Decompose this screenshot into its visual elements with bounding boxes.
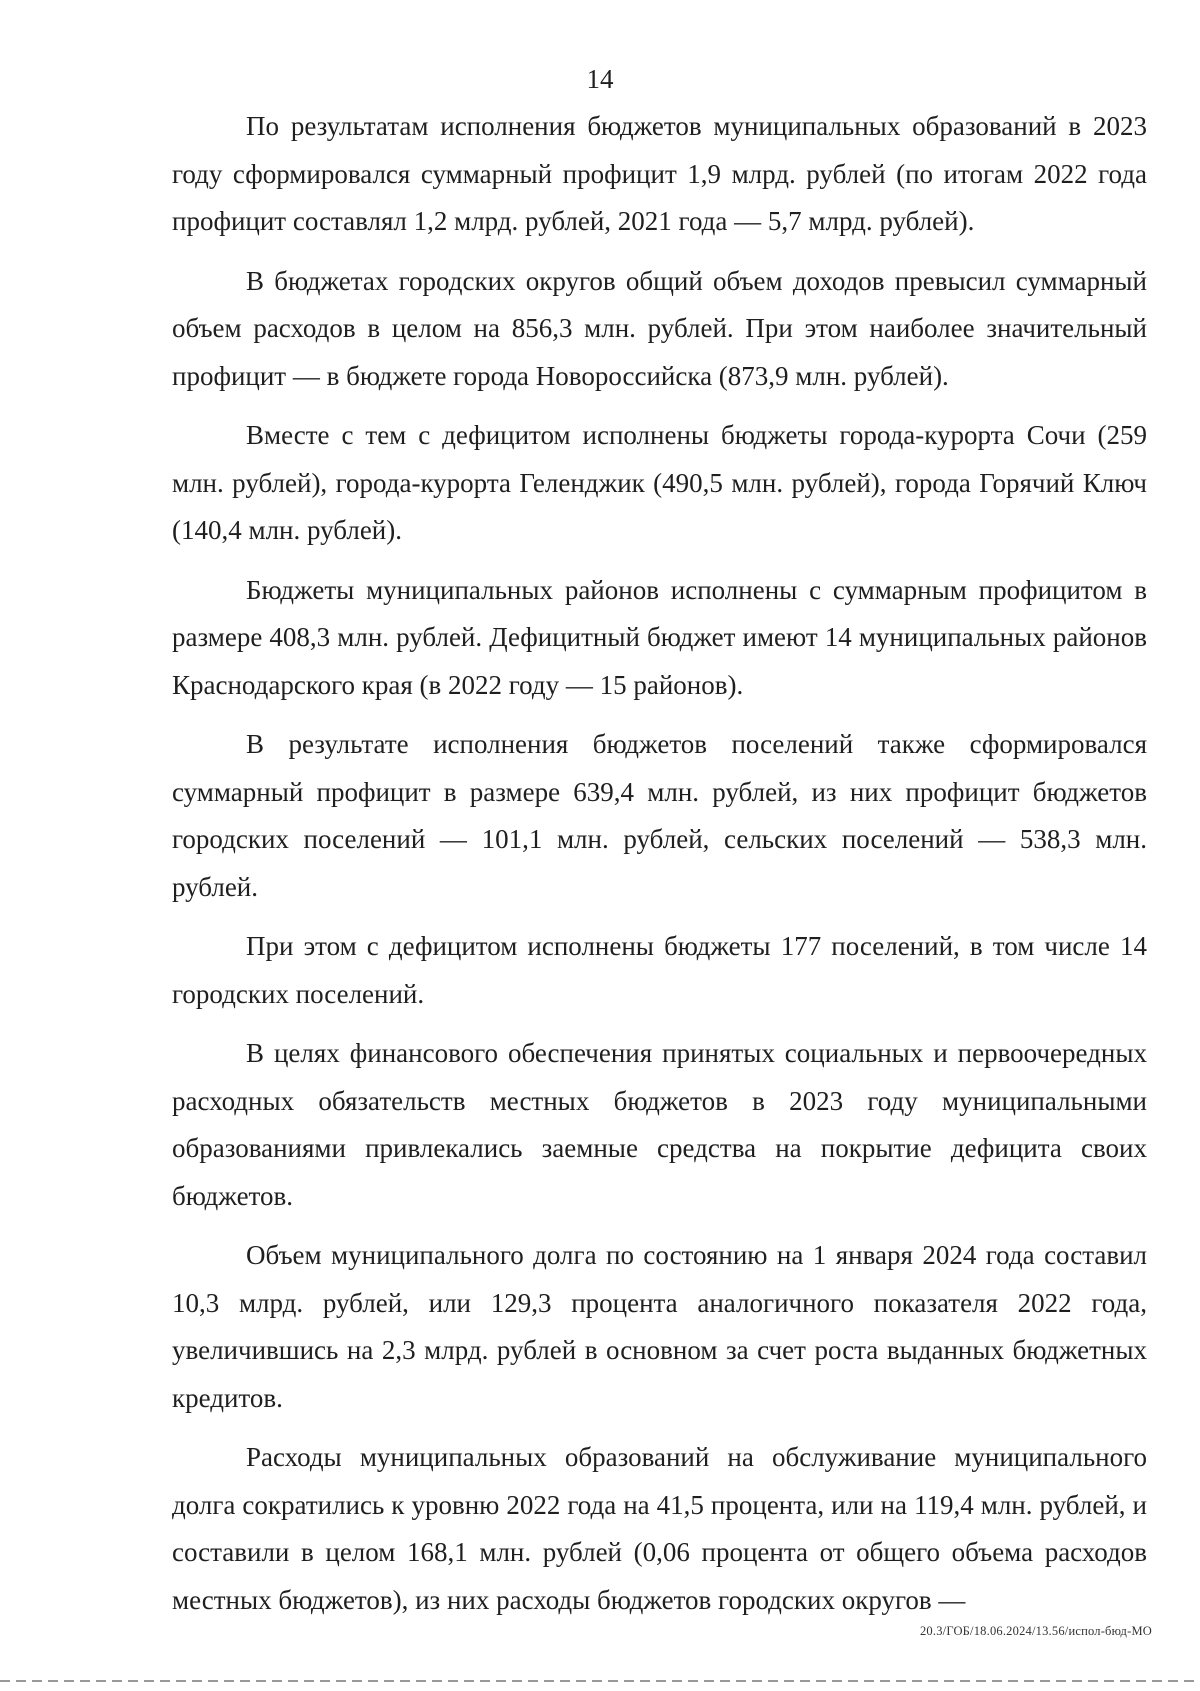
paragraph-settlements-surplus: В результате исполнения бюджетов поселений также сформировался суммарный профицит в размере 639,4 млн. рублей, из них профицит бюджетов городских поселений — 101,1 млн. рублей, сельских поселений — 538,3 млн. рублей. bbox=[172, 729, 1147, 902]
page-number: 14 bbox=[586, 64, 614, 94]
paragraph-settlements-deficit: При этом с дефицитом исполнены бюджеты 177 поселений, в том числе 14 городских поселений. bbox=[172, 931, 1147, 1009]
paragraph-city-districts: В бюджетах городских округов общий объем доходов превысил суммарный объем расходов в целом на 856,3 млн. рублей. При этом наиболее значительный профицит — в бюджете города Новороссийска (873,9 млн. рублей). bbox=[172, 265, 1147, 391]
document-footer-code: 20.3/ГОБ/18.06.2024/13.56/испол-бюд-МО bbox=[919, 1624, 1152, 1638]
paragraph-deficit-cities: Вместе с тем с дефицитом исполнены бюджеты города-курорта Сочи (259 млн. рублей), города-курорта Геленджик (490,5 млн. рублей), города Горячий Ключ (140,4 млн. рублей). bbox=[172, 420, 1147, 545]
scan-bottom-edge bbox=[0, 1680, 1200, 1682]
paragraph-borrowed-funds: В целях финансового обеспечения принятых социальных и первоочередных расходных обязательств местных бюджетов в 2023 году муниципальными образованиями привлекались заемные средства на покрытие дефицита своих бюджетов. bbox=[172, 1038, 1147, 1211]
paragraph-debt-service: Расходы муниципальных образований на обслуживание муниципального долга сократились к уровню 2022 года на 41,5 процента, или на 119,4 млн. рублей, и составили в целом 168,1 млн. рублей (0,06 процента от общего объема расходов местных бюджетов), из них расходы бюджетов городских округов — bbox=[172, 1442, 1147, 1615]
paragraph-surplus-summary: По результатам исполнения бюджетов муниципальных образований в 2023 году сформировался суммарный профицит 1,9 млрд. рублей (по итогам 2022 года профицит составлял 1,2 млрд. рублей, 2021 года — 5,7 млрд. рублей). bbox=[172, 111, 1147, 236]
document-body bbox=[172, 103, 1147, 1636]
paragraph-municipal-debt: Объем муниципального долга по состоянию на 1 января 2024 года составил 10,3 млрд. рублей, или 129,3 процента аналогичного показателя 2022 года, увеличившись на 2,3 млрд. рублей в основном за счет роста выданных бюджетных кредитов. bbox=[172, 1240, 1147, 1413]
paragraph-municipal-districts: Бюджеты муниципальных районов исполнены с суммарным профицитом в размере 408,3 млн. рублей. Дефицитный бюджет имеют 14 муниципальных районов Краснодарского края (в 2022 году — 15 районов). bbox=[172, 574, 1147, 700]
